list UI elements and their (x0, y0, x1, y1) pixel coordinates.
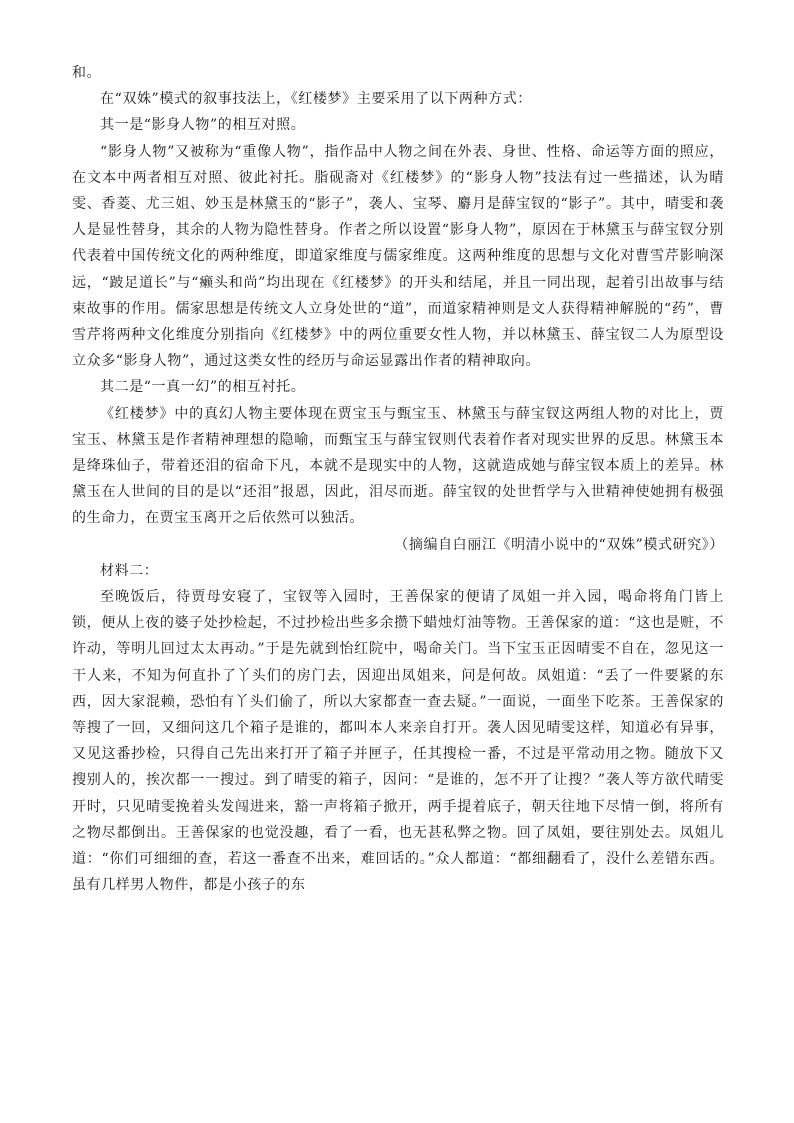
paragraph-heading-one: 其一是“影身人物”的相互对照。 (100, 117, 306, 134)
paragraph-intro: 在“双姝”模式的叙事技法上，《红楼梦》主要采用了以下两种方式： (100, 91, 532, 108)
source-citation: （摘编自白丽江《明清小说中的“双姝”模式研究》） (394, 536, 724, 553)
paragraph-continuation: 和。 (72, 65, 102, 81)
paragraph-shadow-characters: “影身人物”又被称为“重像人物”，指作品中人物之间在外表、身世、性格、命运等方面的照应，在文本中两者相互对照、彼此衬托。脂砚斋对《红楼梦》的“影身人物”技法有过一些描述，认为晴雯、香菱、尤三姐、妙玉是林黛玉的“影子”，袭人、宝琴、麝月是薛宝钗的“影子”。其中，晴雯和袭人是显性替身，其余的人物为隐性替身。作者之所以设置“影身人物”，原因在于林黛玉与薛宝钗分别代表着中国传统文化的两种维度，即道家维度与儒家维度。这两种维度的思想与文化对曹雪芹影响深远，“跛足道长”与“癞头和尚”均出现在《红楼梦》的开头和结尾，并且一同出现，起着引出故事与结束故事的作用。儒家思想是传统文人立身处世的“道”，而道家精神则是文人获得精神解脱的“药”，曹雪芹将两种文化维度分别指向《红楼梦》中的两位重要女性人物，并以林黛玉、薛宝钗二人为原型设立众多“影身人物”，通过这类女性的经历与命运显露出作者的精神取向。 (72, 143, 724, 370)
paragraph-real-illusion: 《红楼梦》中的真幻人物主要体现在贾宝玉与甄宝玉、林黛玉与薛宝钗这两组人物的对比上，贾宝玉、林黛玉是作者精神理想的隐喻，而甄宝玉与薛宝钗则代表着作者对现实世界的反思。林黛玉本是绛珠仙子，带着还泪的宿命下凡，本就不是现实中的人物，这就造成她与薛宝钗本质上的差异。林黛玉在人世间的目的是以“还泪”报恩，因此，泪尽而逝。薛宝钗的处世哲学与入世精神使她拥有极强的生命力，在贾宝玉离开之后依然可以独活。 (72, 405, 724, 527)
paragraph-novel-excerpt: 至晚饭后，待贾母安寝了，宝钗等入园时，王善保家的便请了凤姐一并入园，喝命将角门皆上锁，便从上夜的婆子处抄检起，不过抄检出些多余攒下蜡烛灯油等物。王善保家的道：“这也是赃，不许动，等明儿回过太太再动。”于是先就到怡红院中，喝命关门。当下宝玉正因晴雯不自在，忽见这一干人来，不知为何直扑了丫头们的房门去，因迎出凤姐来，问是何故。凤姐道：“丢了一件要紧的东西，因大家混赖，恐怕有丫头们偷了，所以大家都查一查去疑。”一面说，一面坐下吃茶。王善保家的等搜了一回，又细问这几个箱子是谁的，都叫本人来亲自打开。袭人因见晴雯这样，知道必有异事，又见这番抄检，只得自己先出来打开了箱子并匣子，任其搜检一番，不过是平常动用之物。随放下又搜别人的，挨次都一一搜过。到了晴雯的箱子，因问：“是谁的，怎不开了让搜？”袭人等方欲代晴雯开时，只见晴雯挽着头发闯进来，豁一声将箱子掀开，两手提着底子，朝天往地下尽情一倒，将所有之物尽都倒出。王善保家的也觉没趣，看了一看，也无甚私弊之物。回了凤姐，要往别处去。凤姐儿道：“你们可细细的查，若这一番查不出来，难回话的。”众人都道：“都细翻看了，没什么差错东西。虽有几样男人物件，都是小孩子的东 (72, 589, 724, 894)
paragraph-heading-two: 其二是“一真一幻”的相互衬托。 (100, 379, 306, 396)
material-two-label: 材料二： (100, 562, 159, 579)
